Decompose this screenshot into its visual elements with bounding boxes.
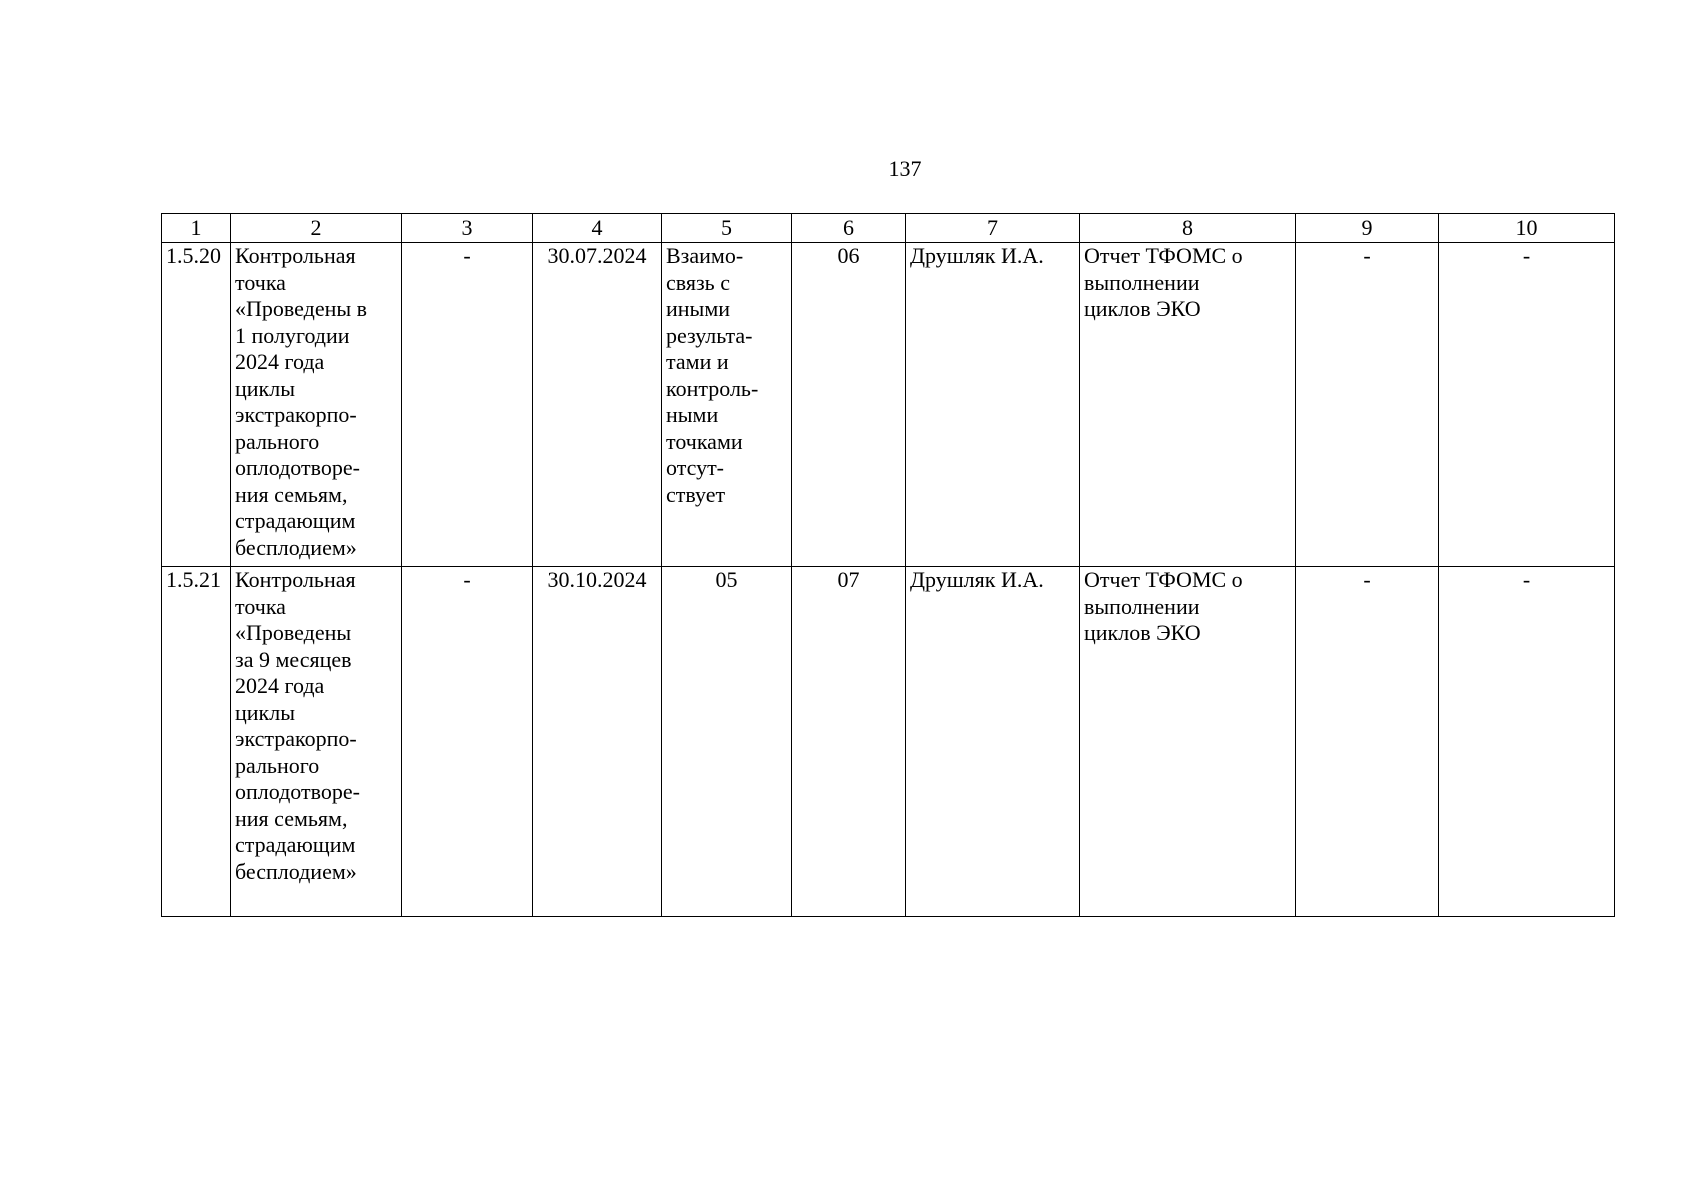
row-col9: - xyxy=(1296,567,1439,917)
page-number: 137 xyxy=(888,156,922,181)
table-row xyxy=(162,243,1615,567)
row-date: 30.07.2024 xyxy=(533,243,662,567)
row-col5: Взаимо- связь с иными результа- тами и контроль- ными точками отсут- ствует xyxy=(662,243,792,567)
row-col9: - xyxy=(1296,243,1439,567)
header-cell-10: 10 xyxy=(1439,214,1615,243)
header-cell-1: 1 xyxy=(162,214,231,243)
row-col10: - xyxy=(1439,243,1615,567)
row-col6: 07 xyxy=(792,567,906,917)
row-col10: - xyxy=(1439,567,1615,917)
row-number: 1.5.21 xyxy=(162,567,231,917)
row-report: Отчет ТФОМС о выполнении циклов ЭКО xyxy=(1080,567,1296,917)
header-cell-2: 2 xyxy=(231,214,402,243)
row-col6: 06 xyxy=(792,243,906,567)
row-responsible: Друшляк И.А. xyxy=(906,567,1080,917)
row-col5: 05 xyxy=(662,567,792,917)
row-date: 30.10.2024 xyxy=(533,567,662,917)
header-cell-7: 7 xyxy=(906,214,1080,243)
row-responsible: Друшляк И.А. xyxy=(906,243,1080,567)
row-col3: - xyxy=(402,567,533,917)
header-cell-4: 4 xyxy=(533,214,662,243)
header-cell-8: 8 xyxy=(1080,214,1296,243)
row-name: Контрольная точка «Проведены за 9 месяцев 2024 года циклы экстракорпо- рального оплодотворе- ния семьям, страдающим бесплодием» xyxy=(231,567,402,917)
row-report: Отчет ТФОМС о выполнении циклов ЭКО xyxy=(1080,243,1296,567)
table-row xyxy=(162,567,1615,917)
header-cell-3: 3 xyxy=(402,214,533,243)
header-cell-5: 5 xyxy=(662,214,792,243)
row-name: Контрольная точка «Проведены в 1 полугодии 2024 года циклы экстракорпо- рального оплодотворе- ния семьям, страдающим бесплодием» xyxy=(231,243,402,567)
header-cell-9: 9 xyxy=(1296,214,1439,243)
plan-table xyxy=(161,213,1615,917)
table-header-row xyxy=(162,214,1615,243)
row-number: 1.5.20 xyxy=(162,243,231,567)
header-cell-6: 6 xyxy=(792,214,906,243)
row-col3: - xyxy=(402,243,533,567)
